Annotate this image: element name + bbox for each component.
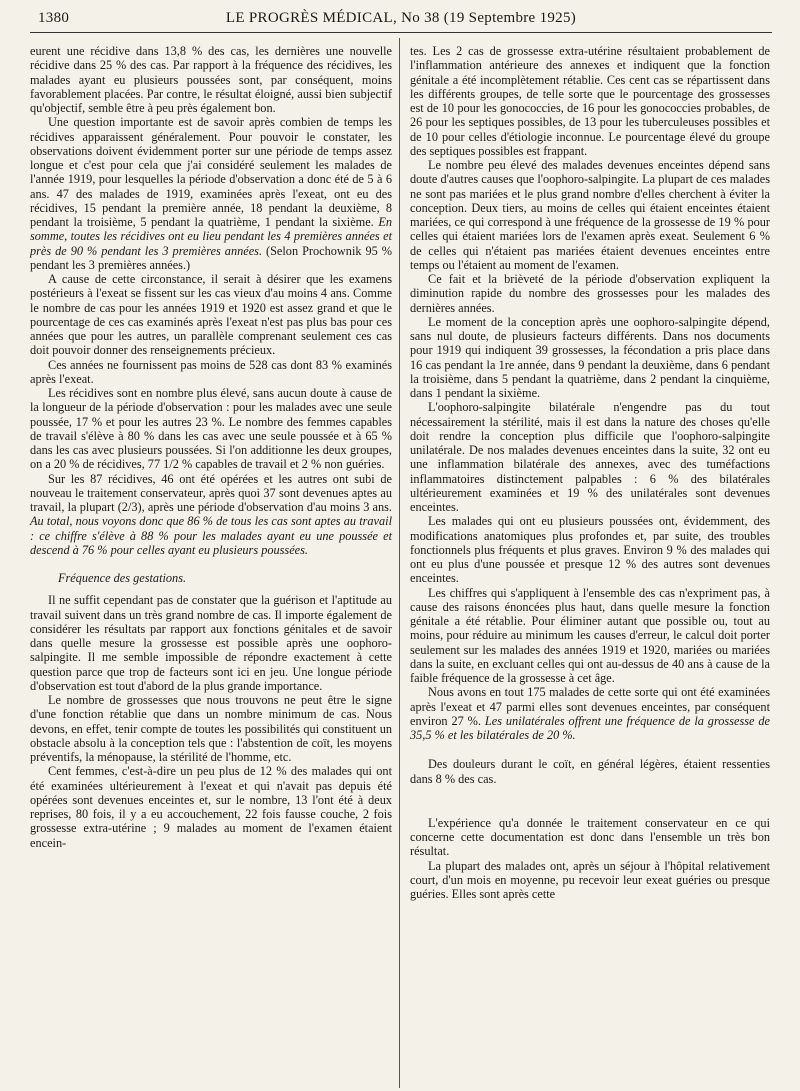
paragraph <box>410 685 770 742</box>
paragraph: Il ne suffit cependant pas de constater que la guérison et l'aptitude au travail suivent dans un très grand nombre de cas. Il importe également de considérer les résultats par rapport aux fonctions génitales et de savoir dans quelle mesure la grossesse est possible après une oophoro-salpingite. Il me semble impossible de répondre exactement à cette question parce que trop de facteurs sont ici en jeu. Une longue période d'observation est tout d'abord de la plus grande importance. <box>30 593 392 693</box>
paragraph: tes. Les 2 cas de grossesse extra-utérine résultaient probablement de l'inflammation antérieure des annexes et indiquent que la fonction génitale a été incomplètement rétablie. Ces cent cas se répartissent dans les différents groupes, de telle sorte que le pourcentage des grossesses est de 10 pour les gonococcies, de 16 pour les gonococcies probables, de 26 pour les septiques possibles, de 13 pour les tuberculeuses possibles et de 10 pour celles d'étiologie inconnue. Le pourcentage élevé du groupe des septiques possibles est frappant. <box>410 44 770 158</box>
emphasis: Les unilatérales offrent une fréquence de la grossesse de 35,5 % et les bilatérales de 20 %. <box>410 713 771 742</box>
spacer <box>410 742 770 757</box>
paragraph: Le nombre peu élevé des malades devenues enceintes dépend sans doute d'autres causes que l'oophoro-salpingite. La plupart de ces malades ne sont pas mariées et le plus grand nombre d'elles cherchent à éviter la conception. Deux tiers, au moins de celles qui étaient enceintes étaient mariées, ce qui correspond à une fréquence de la grossesse de 19 % pour celles qui étaient mariées lors de l'examen après exeat. Seulement 6 % de celles qui n'étaient pas mariées étaient devenues enceintes entre temps ou l'étaient au moment de l'examen. <box>410 158 770 272</box>
paragraph: A cause de cette circonstance, il serait à désirer que les examens postérieurs à l'exeat se fissent sur les cas vieux d'au moins 4 ans. Comme le nombre de cas pour les années 1919 et 1920 est assez grand et que le pourcentage de ces cas examinés après l'exeat n'est pas plus bas pour ces années que pour les autres, un parallèle comprenant seulement ces cas doit pouvoir donner des renseignements précieux. <box>30 272 392 358</box>
paragraph: Le moment de la conception après une oophoro-salpingite dépend, sans nul doute, de plusieurs facteurs différents. Dans nos documents pour 1919 qui indiquent 39 grossesses, la fécondation a pris place dans 16 cas pendant la 1re année, dans 9 pendant la deuxième, dans 6 pendant la troisième, dans 5 pendant la quatrième, dans 2 pendant la cinquième, dans 1 pendant la sixième. <box>410 314 770 400</box>
paragraph: Les récidives sont en nombre plus élevé, sans aucun doute à cause de la longueur de la période d'observation : pour les malades avec une seule poussée, 17 % et pour les autres 23 %. Le nombre des femmes capables de travail s'élève à 80 % dans les cas avec une seule poussée et à 65 % dans les cas avec plusieurs poussées. Si l'on additionne les deux groupes, on a 20 % de récidives, 77 1/2 % capables de travail et 2 % non guéries. <box>30 386 392 472</box>
text-run: Nous avons en tout 175 malades de cette sorte qui ont été examinées après l'exeat et 47 parmi elles sont devenues enceintes, par conséquent environ 27 %. <box>410 685 770 728</box>
page-header <box>30 6 772 33</box>
left-column <box>30 44 392 850</box>
paragraph: L'oophoro-salpingite bilatérale n'engendre pas du tout nécessairement la stérilité, mais il est dans la nature des choses qu'elle doit rendre la conception plus difficile que l'oophoro-salpingite unilatérale. De nos malades devenues enceintes dans la suite, 32 ont eu une inflammation bilatérale des annexes, avec des tuméfactions inflammatoires distinctement palpables : 6 % des bilatérales ultérieurement examinées et 19 % des unilatérales sont devenues enceintes. <box>410 400 770 514</box>
paragraph: Les malades qui ont eu plusieurs poussées ont, évidemment, des modifications anatomiques plus profondes et, par suite, des troubles fonctionnels plus fréquents et plus graves. Environ 9 % des malades qui ont eu plus d'une poussée et presque 12 % des autres sont devenues enceintes. <box>410 514 770 586</box>
paragraph: Cent femmes, c'est-à-dire un peu plus de 12 % des malades qui ont été examinées ultérieurement à l'exeat et qui n'avait pas depuis été opérées sont devenues enceintes et, sur le nombre, 13 l'ont été à deux reprises, 80 fois, il y a eu accouchement, 22 fois fausse couche, 2 fois grossesse extra-utérine ; 9 malades au moment de l'examen étaient encein- <box>30 764 392 850</box>
emphasis: Au total, nous voyons donc que 86 % de tous les cas sont aptes au travail : ce chiffre s'élève à 88 % pour les malades ayant eu une poussée et descend à 76 % pour celles ayant eu plusieurs poussées. <box>30 514 392 557</box>
paragraph: Des douleurs durant le coït, en général légères, étaient ressenties dans 8 % des cas. <box>410 757 770 786</box>
paragraph: Les chiffres qui s'appliquent à l'ensemble des cas n'expriment pas, à cause des raisons énoncées plus haut, dans quelle mesure la fonction génitale a été rétablie. Pour éliminer autant que possible ou, tout au moins, pour réduire au minimum les causes d'erreur, le calcul doit porter seulement sur les malades des années 1919 et 1920, mariées ou mariées dans la suite, en excluant celles qui ont au-dessus de 40 ans à cause de la faible fréquence de la grossesse à cet âge. <box>410 585 770 685</box>
section-heading: Fréquence des gestations. <box>58 571 187 585</box>
paragraph: eurent une récidive dans 13,8 % des cas, les dernières une nouvelle récidive dans 25 % des cas. Par rapport à la fréquence des récidives, les malades ayant eu plusieurs poussées sont, par conséquent, moins favorablement placées. Par contre, le résultat éloigné, aussi bien subjectif qu'objectif, semble être à peu près également bon. <box>30 44 392 115</box>
emphasis: En somme, toutes les récidives ont eu lieu pendant les 4 premières années et près de 90 % pendant les 3 premières années. <box>30 215 392 258</box>
paragraph <box>30 472 392 558</box>
paragraph: Ce fait et la brièveté de la période d'observation expliquent la diminution rapide du nombre des grossesses pour les malades des dernières années. <box>410 272 770 315</box>
paragraph: La plupart des malades ont, après un séjour à l'hôpital relativement court, d'un mois en moyenne, pu recevoir leur exeat guéries ou presque guéries. Elles sont après cette <box>410 858 770 901</box>
paragraph: L'expérience qu'a donnée le traitement conservateur en ce qui concerne cette documentation est donc dans l'ensemble un très bon résultat. <box>410 815 770 859</box>
text-run: Une question importante est de savoir après combien de temps les récidives apparaissent généralement. Pour pouvoir le constater, les observations doivent évidemment porter sur une période de temps assez longue et c'est pour cela que j'ai considéré seulement les malades de l'année 1919, pour lesquelles la période d'observation a donc été de 5 à 6 ans. 47 des malades de 1919, examinées après l'exeat, ont eu des récidives, 15 pendant la première année, 18 pendant la deuxième, 8 pendant la troisième, 5 pendant la quatrième, 1 pendant la sixième. <box>30 115 392 229</box>
text-run: (Selon Prochownik 95 % pendant les 3 premières années.) <box>30 243 392 272</box>
right-column <box>410 44 770 901</box>
spacer <box>410 786 770 816</box>
paragraph: Ces années ne fournissent pas moins de 528 cas dont 83 % examinés après l'exeat. <box>30 357 392 386</box>
page-number: 1380 <box>38 10 70 26</box>
paragraph: Le nombre de grossesses que nous trouvons ne peut être le signe d'une fonction rétablie que dans un nombre minimum de cas. Nous devons, en effet, tenir compte de toutes les possibilités qui constituent un obstacle absolu à la conception tels que : l'abstention de coït, les moyens préventifs, la ménopause, la stérilité de l'homme, etc. <box>30 693 392 764</box>
column-divider <box>399 38 400 1088</box>
text-run: Sur les 87 récidives, 46 ont été opérées et les autres ont subi de nouveau le traitement conservateur, après quoi 37 sont devenues aptes au travail, la plupart (2/3), après une période d'observation d'au moins 3 ans. <box>30 471 392 514</box>
journal-title: LE PROGRÈS MÉDICAL, No 38 (19 Septembre 1925) <box>225 10 577 26</box>
paragraph <box>30 115 392 272</box>
